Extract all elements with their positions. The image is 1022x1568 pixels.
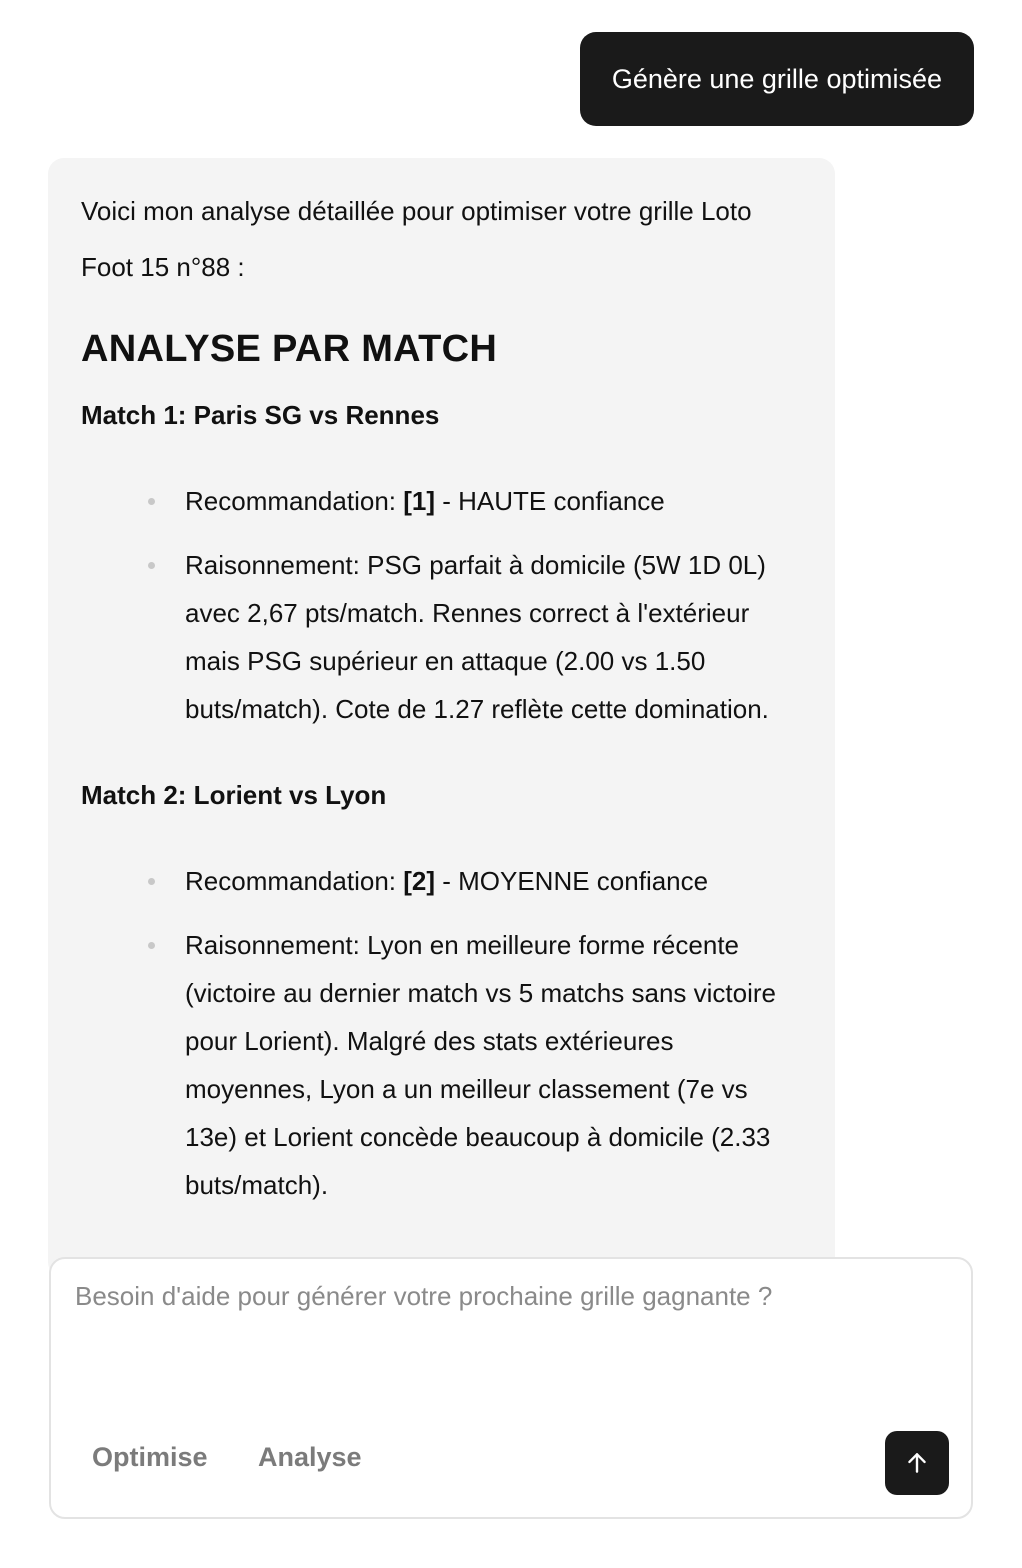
bullet-dot-icon xyxy=(148,878,155,885)
reasoning-item xyxy=(185,541,801,733)
optimise-button[interactable]: Optimise xyxy=(92,1442,208,1472)
user-message-text: Génère une grille optimisée xyxy=(611,63,942,94)
recommendation-value: [2] xyxy=(403,866,436,896)
reasoning-item xyxy=(185,921,801,1209)
chat-composer xyxy=(49,1257,973,1519)
reasoning-text: Raisonnement: PSG parfait à domicile (5W 1D 0L) avec 2,67 pts/match. Rennes correct à l'extérieur mais PSG supérieur en attaque (2.00 vs 1.50 buts/match). Cote de 1.27 reflète cette domination. xyxy=(185,550,769,724)
user-message-bubble xyxy=(580,32,974,126)
match-block xyxy=(81,393,801,733)
chat-input[interactable] xyxy=(75,1281,935,1312)
assistant-message-bubble xyxy=(48,158,835,1278)
recommendation-confidence: - HAUTE confiance xyxy=(435,486,665,516)
reasoning-text: Raisonnement: Lyon en meilleure forme récente (victoire au dernier match vs 5 matchs sans victoire pour Lorient). Malgré des stats extérieures moyennes, Lyon a un meilleur classement (7e vs 13e) et Lorient concède beaucoup à domicile (2.33 buts/match). xyxy=(185,930,776,1200)
send-button[interactable] xyxy=(885,1431,949,1495)
analyse-button[interactable]: Analyse xyxy=(258,1442,362,1472)
assistant-intro-text: Voici mon analyse détaillée pour optimiser votre grille Loto Foot 15 n°88 : xyxy=(81,196,752,282)
match-bullet-list xyxy=(81,857,801,1209)
bullet-dot-icon xyxy=(148,498,155,505)
match-block xyxy=(81,773,801,1209)
recommendation-value: [1] xyxy=(403,486,436,516)
section-title: ANALYSE PAR MATCH xyxy=(81,328,498,370)
recommendation-item xyxy=(185,477,801,525)
bullet-dot-icon xyxy=(148,562,155,569)
match-title: Match 2: Lorient vs Lyon xyxy=(81,780,387,810)
recommendation-label: Recommandation: xyxy=(185,866,404,896)
arrow-up-icon xyxy=(904,1450,930,1476)
match-title: Match 1: Paris SG vs Rennes xyxy=(81,400,440,430)
recommendation-confidence: - MOYENNE confiance xyxy=(435,866,709,896)
recommendation-item xyxy=(185,857,801,905)
match-bullet-list xyxy=(81,477,801,733)
recommendation-label: Recommandation: xyxy=(185,486,404,516)
bullet-dot-icon xyxy=(148,942,155,949)
